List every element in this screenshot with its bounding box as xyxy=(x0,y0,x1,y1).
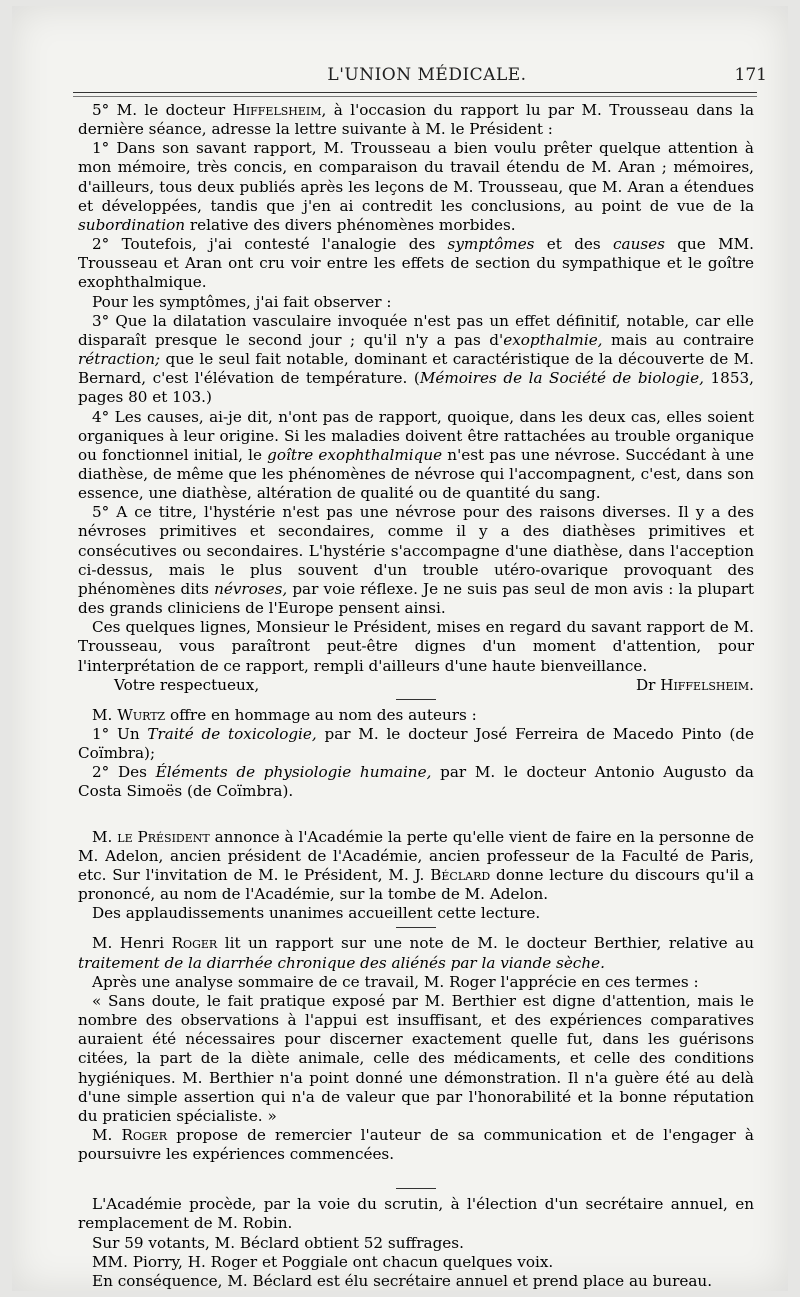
roger-paragraph-1 xyxy=(78,934,754,972)
text-run: M. xyxy=(92,1125,122,1144)
letter-paragraph-6 xyxy=(78,503,754,618)
text-run: relative des divers phénomènes morbides. xyxy=(185,215,516,234)
letter-paragraph-2 xyxy=(78,235,754,292)
author-name: Béclard xyxy=(430,865,491,884)
text-run: par M. le docteur Antonio Augusto da Costa Simoës (de Coïmbra). xyxy=(78,763,754,801)
letter-paragraph-3: Pour les symptômes, j'ai fait observer : xyxy=(92,292,392,311)
section-separator xyxy=(396,927,436,928)
text-run: , à l'occasion du rapport lu par M. Trousseau dans la dernière séance, adresse la lettre suivante à M. le Président : xyxy=(78,101,755,139)
letter-intro xyxy=(78,101,754,139)
text-run: 2° Des xyxy=(92,763,156,782)
emphasis: névroses, xyxy=(214,579,288,598)
header-rule-thin xyxy=(73,96,757,97)
text-run: que MM. Trousseau et Aran ont cru voir entre les effets de section du sympathique et le goître exophthalmique. xyxy=(78,235,755,292)
emphasis: rétraction; xyxy=(78,350,161,369)
section-separator xyxy=(396,1188,436,1189)
letter-signature-line xyxy=(78,676,754,695)
emphasis: exopthalmie, xyxy=(503,330,603,349)
text-run: 1° Dans son savant rapport, M. Trousseau a bien voulu prêter quelque attention à mon mémoire, très concis, en comparaison du travail étendu de M. Aran ; mémoires, d'ailleurs, tous deux publiés après les leçons de M. Trousseau, que M. Aran a étendues et développées, tandis que j'en ai contredit les conclusions, au point de vue de la xyxy=(78,139,754,215)
election-section xyxy=(78,1195,754,1291)
letter-paragraph-7: Ces quelques lignes, Monsieur le Président, mises en regard du savant rapport de M. Trousseau, vous paraîtront peut-être dignes d'un moment d'attention, pour l'interprétation de ce rapport, rempli d'ailleurs d'une haute bienveillance. xyxy=(78,618,754,675)
emphasis: Mémoires de la Société de biologie, xyxy=(419,369,704,388)
election-paragraph-4: En conséquence, M. Béclard est élu secrétaire annuel et prend place au bureau. xyxy=(92,1271,713,1290)
election-paragraph-3: MM. Piorry, H. Roger et Poggiale ont chacun quelques voix. xyxy=(92,1252,554,1271)
president-paragraph-1 xyxy=(78,828,754,905)
election-paragraph-1: L'Académie procède, par la voie du scrutin, à l'élection d'un secrétaire annuel, en remplacement de M. Robin. xyxy=(78,1195,754,1233)
text-run: annonce à l'Académie la perte qu'elle vient de faire en la personne de M. Adelon, ancien président de l'Académie, ancien professeur de la Faculté de Paris, etc. Sur l'invitation de M. le Président, M. J. xyxy=(78,827,754,884)
text-run: par voie réflexe. Je ne suis pas seul de mon avis : la plupart des grands cliniciens de l'Europe pensent ainsi. xyxy=(78,579,754,618)
emphasis: subordination xyxy=(78,215,186,234)
running-title: L'UNION MÉDICALE. xyxy=(327,65,527,85)
text-run: 3° Que la dilatation vasculaire invoquée n'est pas un effet définitif, notable, car elle disparaît presque le second jour ; qu'il n'y a pas d' xyxy=(78,311,754,349)
spacer xyxy=(78,1164,754,1184)
body-text xyxy=(78,101,754,1291)
text-run: M. xyxy=(92,827,118,846)
emphasis: causes xyxy=(613,235,665,254)
text-run: mais au contraire xyxy=(602,330,754,349)
text-run: 2° Toutefois, j'ai contesté l'analogie des xyxy=(92,235,448,254)
wurtz-section xyxy=(78,706,754,802)
roger-paragraph-2: Après une analyse sommaire de ce travail, M. Roger l'apprécie en ces termes : xyxy=(92,972,699,991)
letter-paragraph-1 xyxy=(78,139,754,235)
page-header xyxy=(87,63,767,93)
text-run: 5° M. le docteur xyxy=(92,101,233,119)
text-run: que le seul fait notable, dominant et caractéristique de la découverte de M. Bernard, c'est l'élévation de température. ( xyxy=(78,350,754,388)
section-separator xyxy=(396,699,436,700)
roger-paragraph-4 xyxy=(78,1126,754,1164)
letter-signature xyxy=(636,676,754,695)
author-name: Roger xyxy=(171,934,218,953)
wurtz-intro xyxy=(78,706,754,725)
president-section xyxy=(78,828,754,924)
text-run: par M. le docteur José Ferreira de Macedo Pinto (de Coïmbra); xyxy=(78,725,754,763)
president-paragraph-2: Des applaudissements unanimes accueillent cette lecture. xyxy=(92,904,541,923)
header-rule xyxy=(73,92,757,93)
letter-paragraph-4 xyxy=(78,312,754,408)
roger-section xyxy=(78,934,754,1164)
author-name: le Président xyxy=(117,827,210,846)
emphasis: Traité de toxicologie, xyxy=(147,725,317,743)
spacer xyxy=(78,802,754,828)
emphasis: symptômes xyxy=(447,235,535,254)
signature-name: Hiffelsheim. xyxy=(660,675,754,694)
roger-paragraph-3: « Sans doute, le fait pratique exposé par M. Berthier est digne d'attention, mais le nombre des observations à l'appui est insuffisant, et des expériences comparatives auraient été nécessaires pour discerner exactement quelle fut, dans les guérisons citées, la part de la diète animale, celle des médicaments, et celle des conditions hygiéniques. M. Berthier n'a point donné une démonstration. Il n'a guère été au delà d'une simple assertion qui n'a de valeur que par l'honorabilité et la bonne réputation du praticien spécialiste. » xyxy=(78,991,754,1125)
election-paragraph-2: Sur 59 votants, M. Béclard obtient 52 suffrages. xyxy=(92,1233,464,1252)
wurtz-item-2 xyxy=(78,763,754,801)
emphasis: Éléments de physiologie humaine, xyxy=(155,763,432,782)
text-run: et des xyxy=(534,235,614,254)
text-run: 5° A ce titre, l'hystérie n'est pas une névrose pour des raisons diverses. Il y a des névroses primitives et secondaires, comme il y a des diathèses primitives et consécutives ou secondaires. L'hystérie s'accompagne d'une diathèse, dans l'acception ci-dessus, mais le plus souvent d'un trouble utéro-ovarique provoquant des phénomènes dits xyxy=(78,503,754,598)
author-name: Hiffelsheim xyxy=(232,101,322,119)
letter-closing: Votre respectueux, xyxy=(114,675,260,694)
signature-prefix: Dr xyxy=(635,675,656,694)
text-run: offre en hommage au nom des auteurs : xyxy=(165,705,477,724)
letter-paragraph-5 xyxy=(78,408,754,504)
emphasis: traitement de la diarrhée chronique des aliénés par la viande sèche. xyxy=(78,953,605,972)
emphasis: goître exophthalmique xyxy=(267,445,443,464)
letter-section xyxy=(78,101,754,695)
text-run: 1853, pages 80 et 103.) xyxy=(78,369,754,407)
text-run: M. Henri xyxy=(92,934,172,953)
text-run: M. xyxy=(92,705,118,724)
text-run: donne lecture du discours qu'il a prononcé, au nom de l'Académie, sur la tombe de M. Adelon. xyxy=(78,865,754,904)
author-name: Roger xyxy=(121,1125,168,1144)
text-run: propose de remercier l'auteur de sa communication et de l'engager à poursuivre les expériences commencées. xyxy=(78,1125,754,1164)
author-name: Wurtz xyxy=(117,705,166,724)
text-run: 4° Les causes, ai-je dit, n'ont pas de rapport, quoique, dans les deux cas, elles soient organiques à leur origine. Si les maladies doivent être rattachées au trouble organique ou fonctionnel initial, le xyxy=(78,407,754,464)
wurtz-item-1 xyxy=(78,725,754,763)
text-run: n'est pas une névrose. Succédant à une diathèse, de même que les phénomènes de névrose qui l'accompagnent, c'est, dans son essence, une diathèse, altération de qualité ou de quantité du sang. xyxy=(78,445,754,503)
text-run: 1° Un xyxy=(92,725,148,743)
text-run: lit un rapport sur une note de M. le docteur Berthier, relative au xyxy=(217,934,754,953)
page-number: 171 xyxy=(734,65,767,85)
